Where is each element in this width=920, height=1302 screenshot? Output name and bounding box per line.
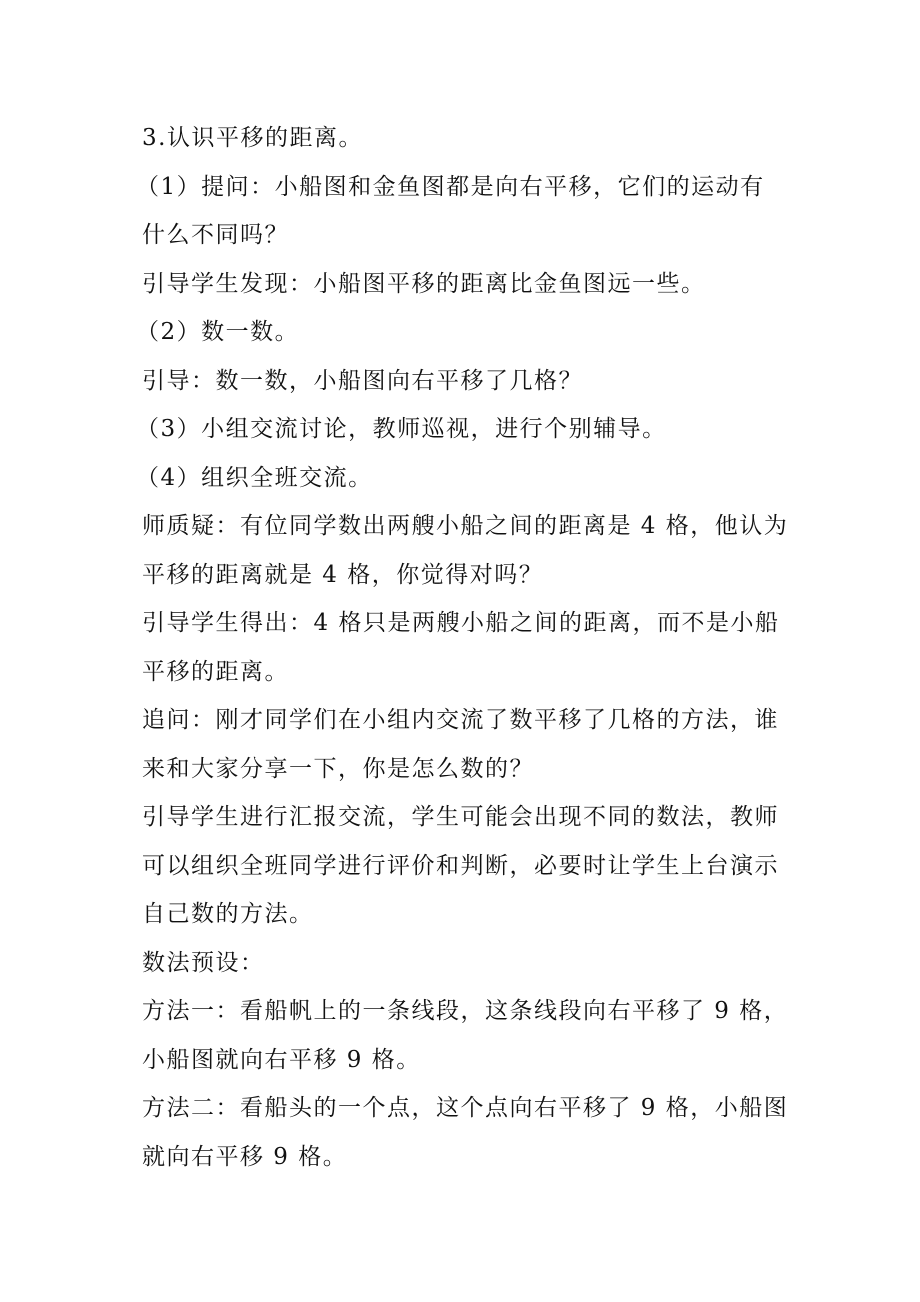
paragraph-line: 追问：刚才同学们在小组内交流了数平移了几格的方法，谁 <box>142 707 779 733</box>
paragraph-line: 平移的距离。 <box>142 658 289 685</box>
document-body <box>136 114 792 1181</box>
paragraph-line: （1）提问：小船图和金鱼图都是向右平移，它们的运动有 <box>136 173 765 200</box>
paragraph-line: 师质疑：有位同学数出两艘小船之间的距离是 4 格，他认为 <box>142 513 789 539</box>
paragraph-line: 数法预设： <box>142 949 265 976</box>
paragraph-line: 就向右平移 9 格。 <box>142 1143 348 1170</box>
paragraph-line: 方法一：看船帆上的一条线段，这条线段向右平移了 9 格， <box>142 998 789 1024</box>
paragraph-line: （3）小组交流讨论，教师巡视，进行个别辅导。 <box>136 416 667 442</box>
paragraph-line: 引导：数一数，小船图向右平移了几格？ <box>142 367 583 394</box>
section-heading: 3.认识平移的距离。 <box>142 125 363 151</box>
paragraph-line: 小船图就向右平移 9 格。 <box>142 1046 421 1073</box>
paragraph-line: 引导学生发现：小船图平移的距离比金鱼图远一些。 <box>142 270 706 297</box>
paragraph-line: 自己数的方法。 <box>142 901 314 927</box>
paragraph-line: 引导学生得出：4 格只是两艘小船之间的距离，而不是小船 <box>142 610 780 636</box>
paragraph-line: （4）组织全班交流。 <box>136 464 373 491</box>
paragraph-line: 什么不同吗？ <box>142 222 289 248</box>
paragraph-line: 可以组织全班同学进行评价和判断，必要时让学生上台演示 <box>142 852 779 879</box>
paragraph-line: 来和大家分享一下，你是怎么数的？ <box>142 755 534 782</box>
paragraph-line: 平移的距离就是 4 格，你觉得对吗？ <box>142 561 544 588</box>
paragraph-line: 引导学生进行汇报交流，学生可能会出现不同的数法，教师 <box>142 804 779 830</box>
paragraph-line: （2）数一数。 <box>136 319 300 345</box>
paragraph-line: 方法二：看船头的一个点，这个点向右平移了 9 格，小船图 <box>142 1095 789 1121</box>
